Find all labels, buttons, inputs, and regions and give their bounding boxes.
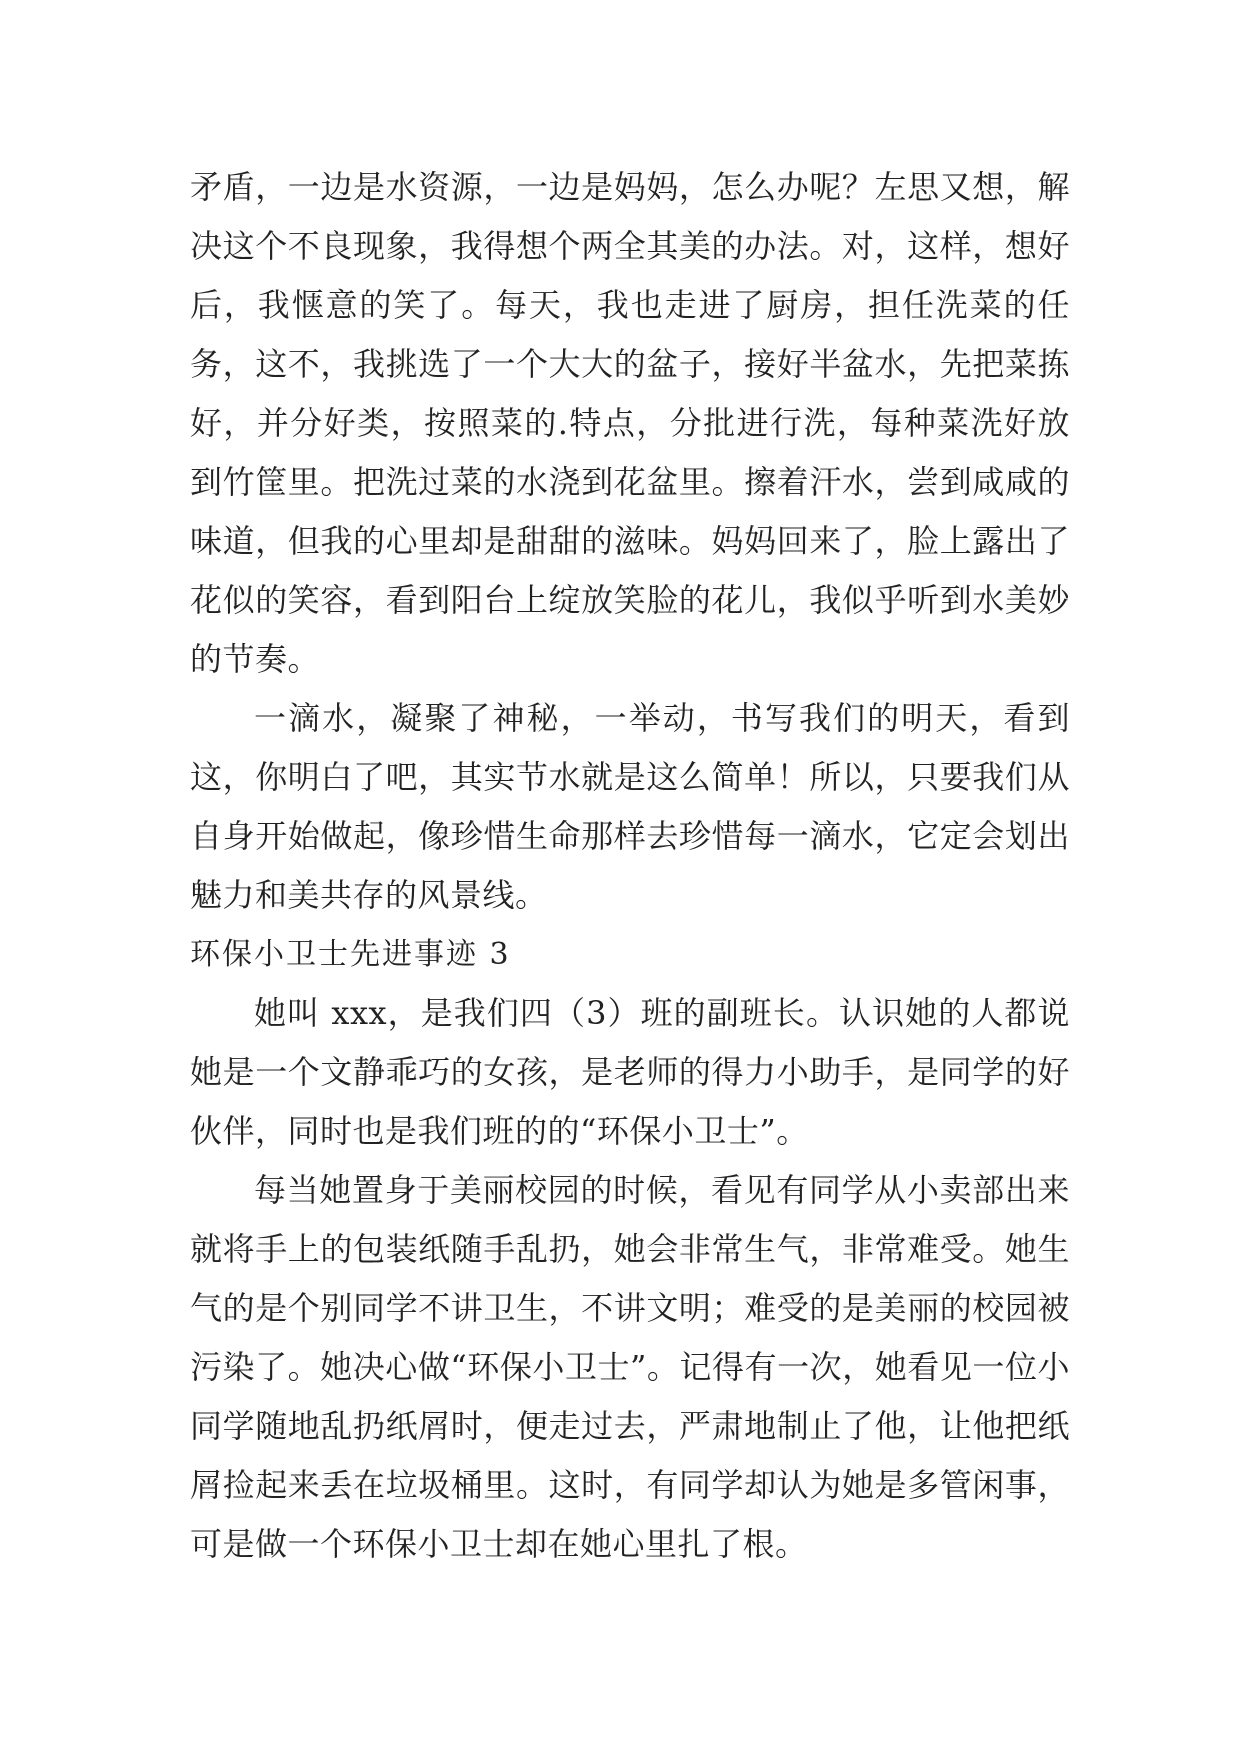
paragraph-water-saving-conclusion: 一滴水，凝聚了神秘，一举动，书写我们的明天，看到这，你明白了吧，其实节水就是这么简单！所以，只要我们从自身开始做起，像珍惜生命那样去珍惜每一滴水，它定会划出魅力和美共存的风景线。 <box>190 699 1070 914</box>
paragraph-campus-story: 每当她置身于美丽校园的时候，看见有同学从小卖部出来就将手上的包装纸随手乱扔，她会非常生气，非常难受。她生气的是个别同学不讲卫生，不讲文明；难受的是美丽的校园被污染了。她决心做“环保小卫士”。记得有一次，她看见一位小同学随地乱扔纸屑时，便走过去，严肃地制止了他，让他把纸屑捡起来丢在垃圾桶里。这时，有同学却认为她是多管闲事，可是做一个环保小卫士却在她心里扎了根。 <box>190 1171 1070 1563</box>
section-heading: 环保小卫士先进事迹 3 <box>190 937 511 972</box>
paragraph-introduction: 她叫 xxx，是我们四（3）班的副班长。认识她的人都说她是一个文静乖巧的女孩，是老师的得力小助手，是同学的好伙伴，同时也是我们班的的“环保小卫士”。 <box>190 994 1070 1150</box>
paragraph-water-saving-story: 矛盾，一边是水资源，一边是妈妈，怎么办呢？左思又想，解决这个不良现象，我得想个两全其美的办法。对，这样，想好后，我惬意的笑了。每天，我也走进了厨房，担任洗菜的任务，这不，我挑选了一个大大的盆子，接好半盆水，先把菜拣好，并分好类，按照菜的.特点，分批进行洗，每种菜洗好放到竹筐里。把洗过菜的水浇到花盆里。擦着汗水，尝到咸咸的味道，但我的心里却是甜甜的滋味。妈妈回来了，脸上露出了花似的笑容，看到阳台上绽放笑脸的花儿，我似乎听到水美妙的节奏。 <box>190 168 1070 678</box>
document-body <box>190 158 1070 1574</box>
